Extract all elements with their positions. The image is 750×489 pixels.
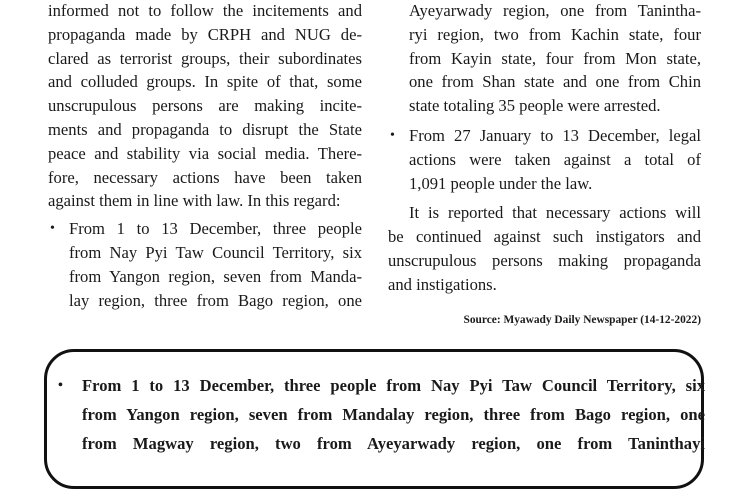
text-line: 1,091 people under the law.	[409, 173, 593, 193]
text-line: unscrupulous persons making propaganda	[388, 250, 701, 270]
bullet-continuation	[388, 0, 701, 118]
text-line: against them in line with law. In this regard:	[48, 191, 341, 211]
text-line: from Nay Pyi Taw Council Territory, six	[69, 242, 362, 262]
source-citation: Source: Myawady Daily Newspaper (14-12-2022)	[463, 314, 701, 326]
text-line: ryi region, two from Kachin state, four	[409, 24, 701, 44]
highlight-box-text	[82, 371, 705, 458]
text-line: clared as terrorist groups, their subordinates	[48, 48, 362, 68]
text-line: be continued against such instigators and	[388, 227, 701, 247]
text-line: From 1 to 13 December, three people	[69, 219, 362, 239]
text-line: actions were taken against a total of	[409, 149, 701, 169]
text-line: and instigations.	[388, 274, 497, 294]
bullet-icon: •	[58, 378, 63, 393]
text-line: from Yangon region, seven from Manda-	[69, 266, 362, 286]
closing-paragraph	[388, 201, 701, 296]
text-line: unscrupulous persons are making incite-	[48, 96, 362, 116]
text-line: It is reported that necessary actions will	[409, 203, 701, 223]
left-column	[48, 0, 362, 312]
bullet-icon: •	[50, 221, 55, 237]
text-line: from Yangon region, seven from Mandalay region, three from Bago region, one	[82, 405, 705, 424]
intro-paragraph	[48, 0, 362, 213]
text-line: from Magway region, two from Ayeyarwady region, one from Taninthayi	[82, 434, 705, 453]
text-line: informed not to follow the incitements and	[48, 1, 362, 20]
text-line: From 1 to 13 December, three people from Nay Pyi Taw Council Territory, six	[82, 376, 705, 395]
right-column	[388, 0, 701, 297]
text-line: ments and propaganda to disrupt the State	[48, 119, 362, 139]
text-line: Ayeyarwady region, one from Tanintha-	[409, 1, 701, 20]
text-line: one from Shan state and one from Chin	[409, 72, 701, 92]
text-line: from Kayin state, four from Mon state,	[409, 48, 701, 68]
text-line: From 27 January to 13 December, legal	[409, 125, 701, 145]
bullet-item-arrests	[48, 217, 362, 312]
text-line: propaganda made by CRPH and NUG de-	[48, 24, 362, 44]
text-line: lay region, three from Bago region, one	[69, 290, 362, 310]
text-line: and colluded groups. In spite of that, some	[48, 72, 362, 92]
bullet-icon: •	[390, 127, 395, 143]
text-line: state totaling 35 people were arrested.	[409, 96, 661, 116]
text-line: peace and stability via social media. There-	[48, 143, 362, 163]
bullet-item-legal-actions	[388, 124, 701, 195]
text-line: fore, necessary actions have been taken	[48, 167, 362, 187]
